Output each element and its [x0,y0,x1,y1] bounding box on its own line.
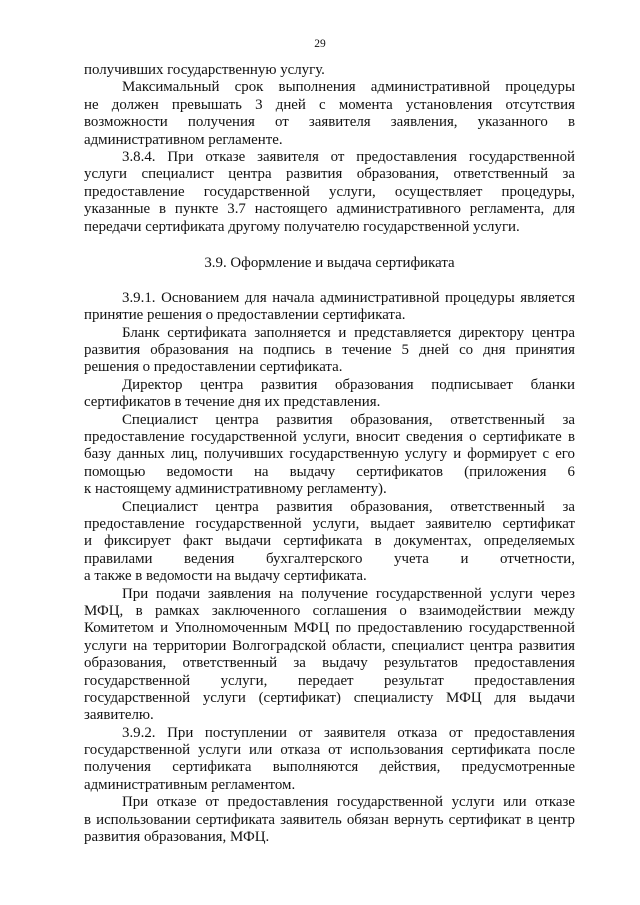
text-line: образования, ответственный за выдачу результатов предоставления [84,655,575,672]
paragraph [84,325,575,377]
text-line: При отказе от предоставления государственной услуги или отказе [122,794,575,811]
text-line: государственной услуги или отказа от использования сертификата после [84,742,575,759]
text-line: Бланк сертификата заполняется и представляется директору центра [122,324,575,341]
paragraph [84,499,575,586]
text-line: услуги специалист центра развития образования, ответственный за [84,166,575,183]
text-line: принятие решения о предоставлении сертификата. [84,307,406,324]
page-number: 29 [314,38,326,50]
paragraph [84,62,575,79]
paragraph [84,149,575,236]
text-line: МФЦ, в рамках заключенного соглашения о взаимодействии между [84,602,575,619]
paragraph [84,586,575,725]
document-body [84,62,575,846]
text-line: возможности получения от заявителя заявления, указанного в [84,114,575,131]
text-line: 3.9.1. Основанием для начала административной процедуры является [122,289,575,306]
text-line: 3.8.4. При отказе заявителя от предоставления государственной [122,148,575,165]
paragraph [84,290,575,325]
text-line: предоставление государственной услуги, выдает заявителю сертификат [84,515,575,532]
text-line: и фиксирует факт выдачи сертификата в документах, определяемых [84,533,575,550]
text-line: Комитетом и Уполномоченным МФЦ по предоставлению государственной [84,620,575,637]
text-line: помощью ведомости на выдачу сертификатов (приложения 6 [84,463,575,480]
text-line: в использовании сертификата заявитель обязан вернуть сертификат в центр [84,811,575,828]
text-line: предоставление государственной услуги, осуществляет процедуры, [84,183,575,200]
text-line: услуги на территории Волгоградской области, специалист центра развития [84,637,575,654]
text-line: административном регламенте. [84,131,283,148]
text-line: а также в ведомости на выдачу сертификата. [84,568,367,585]
paragraph [84,412,575,499]
text-line: развития образования, МФЦ. [84,829,270,846]
text-line: к настоящему административному регламенту). [84,481,387,498]
text-line: указанные в пункте 3.7 настоящего административного регламента, для [84,201,575,218]
text-line: государственной услуги (сертификат) специалисту МФЦ для выдачи [84,689,575,706]
text-line: получивших государственную услугу. [84,62,325,78]
text-line: Директор центра развития образования подписывает бланки [122,376,575,393]
text-line: Специалист центра развития образования, ответственный за [122,498,575,515]
text-line: не должен превышать 3 дней с момента установления отсутствия [84,96,575,113]
section-heading: 3.9. Оформление и выдача сертификата [204,254,455,271]
text-line: базу данных лиц, получивших государственную услугу и формирует с его [84,446,575,463]
paragraph [84,725,575,795]
text-line: предоставление государственной услуги, вносит сведения о сертификате в [84,429,575,446]
text-line: получения сертификата выполняются действия, предусмотренные [84,759,575,776]
text-line: административным регламентом. [84,776,296,793]
paragraph [84,79,575,149]
text-line: Специалист центра развития образования, ответственный за [122,411,575,428]
text-line: При подачи заявления на получение государственной услуги через [122,585,575,602]
text-line: сертификатов в течение дня их представления. [84,394,381,411]
paragraph [84,794,575,846]
text-line: развития образования на подпись в течение 5 дней со дня принятия [84,342,575,359]
text-line: 3.9.2. При поступлении от заявителя отказа от предоставления [122,724,575,741]
text-line: передачи сертификата другому получателю государственной услуги. [84,218,520,235]
text-line: заявителю. [84,707,154,724]
text-line: Максимальный срок выполнения административной процедуры [122,79,575,96]
paragraph [84,377,575,412]
text-line: государственной услуги, передает результат предоставления [84,672,575,689]
text-line: правилами ведения бухгалтерского учета и отчетности, [84,550,575,567]
text-line: решения о предоставлении сертификата. [84,359,343,376]
